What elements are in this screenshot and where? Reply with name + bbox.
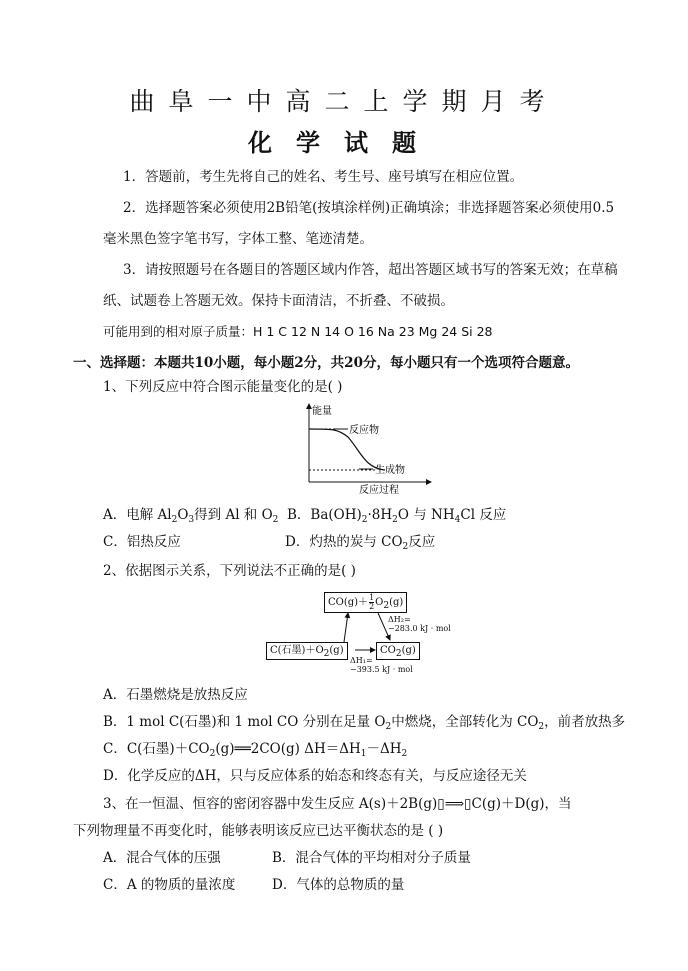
instruction-2-cont: 毫米黑色签字笔书写，字体工整、笔迹清楚。 [103,231,373,247]
instruction-3-cont: 纸、试题卷上答题无效。保持卡面清洁，不折叠、不破损。 [103,293,454,309]
question-1-stem: 1、下列反应中符合图示能量变化的是( ) [103,379,343,395]
graphite-box: C(石墨)$+O_2(g)$ [266,642,348,660]
instruction-3: 3．请按照题号在各题目的答题区域内作答，超出答题区域书写的答案无效；在草稿 [123,262,618,278]
instruction-1: 1．答题前，考生先将自己的姓名、考生号、座号填写在相应位置。 [123,169,524,185]
co2-box: $CO_2(g)$ [376,642,420,660]
question-3-stem-line2: 下列物理量不再变化时，能够表明该反应已达平衡状态的是 ( ) [73,823,444,839]
product-label: 生成物 [375,465,405,476]
q3-option-d: D．气体的总物质的量 [272,877,405,893]
q2-option-b: B．1 mol C(石墨)和 1 mol CO 分别在足量 $O_2$中燃烧，全部转化为 $CO_2$，前者放热多 [103,714,626,732]
hess-diagram [262,590,451,675]
subject-title: 化学试题 [248,129,440,157]
question-2-stem: 2、依据图示关系，下列说法不正确的是( ) [103,563,356,579]
exam-title: 曲阜一中高二上学期月考 [129,87,559,116]
reactant-label: 反应物 [349,425,379,436]
q1-option-b: B．$Ba(OH)_2\cdot 8H_2O$ 与 $NH_4Cl$ 反应 [287,507,507,525]
atomic-masses: 可能用到的相对原子质量：H 1 C 12 N 14 O 16 Na 23 Mg 24 Si 28 [103,324,493,339]
q1-option-c: C．铝热反应 [103,534,181,550]
q3-option-a: A．混合气体的压强 [103,850,221,866]
q2-option-d: D．化学反应的ΔH，只与反应体系的始态和终态有关，与反应途径无关 [103,768,527,784]
dh2-label: ΔH₂= −283.0 kJ · mol [388,615,451,633]
energy-ylabel: 能量 [312,406,332,417]
q3-option-b: B．混合气体的平均相对分子质量 [272,850,471,866]
question-3-stem-line1: 3、在一恒温、恒容的密闭容器中发生反应 A(s)＋2B(g)▯⟹▯C(g)＋D(g)，当 [103,796,572,812]
section-heading: 一、选择题：本题共10小题，每小题2分，共20分，每小题只有一个选项符合题意。 [73,355,579,371]
energy-diagram [293,402,433,494]
q1-option-a: A．电解 $Al_2O_3$得到 Al 和 $O_2$ [103,507,279,525]
q2-option-c: C．C(石墨)$+CO_2(g)══2CO(g)$ $\Delta H=\Delta H_1-\Delta H_2$ [103,741,408,759]
q1-option-d: D．灼热的炭与 $CO_2$反应 [285,534,436,552]
dh1-label: ΔH₁= −393.5 kJ · mol [350,656,413,674]
energy-xlabel: 反应过程 [359,485,399,494]
q3-option-c: C．A 的物质的量浓度 [103,877,236,893]
q2-option-a: A．石墨燃烧是放热反应 [103,687,248,703]
arrow-graphite-to-co [344,613,348,642]
co-box: CO(g)＋ $\frac{1}{2}$ $O_2(g)$ [324,592,407,613]
instruction-2: 2．选择题答案必须使用2B铅笔(按填涂样例)正确填涂；非选择题答案必须使用0.5 [123,200,615,216]
